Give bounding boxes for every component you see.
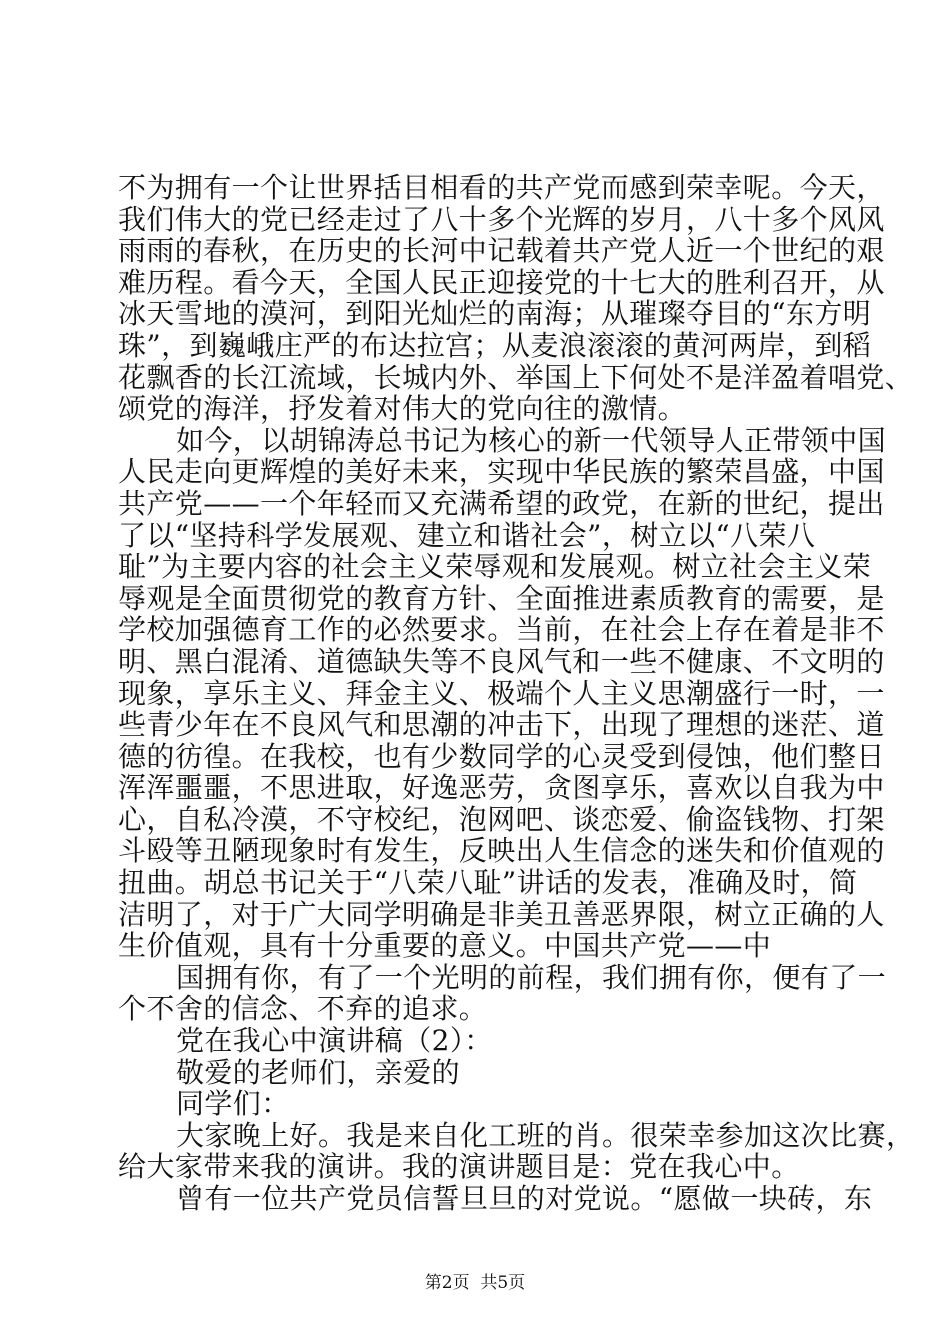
text-line: 共产党——一个年轻而又充满希望的政党，在新的世纪，提出	[118, 486, 885, 520]
text-line: 不为拥有一个让世界括目相看的共产党而感到荣幸呢。今天，	[118, 171, 885, 204]
text-line: 斗殴等丑陋现象时有发生，反映出人生信念的迷失和价值观的	[118, 834, 885, 868]
paragraph-start-line: 大家晚上好。我是来自化工班的肖。很荣幸参加这次比赛，	[176, 1118, 915, 1152]
text-line: 德的彷徨。在我校，也有少数同学的心灵受到侵蚀，他们整日	[118, 739, 885, 773]
text-line: 了以“坚持科学发展观、建立和谐社会”，树立以“八荣八	[118, 518, 816, 552]
text-line: 耻”为主要内容的社会主义荣辱观和发展观。树立社会主义荣	[118, 550, 872, 584]
page-number-footer: 第2页 共5页	[424, 1273, 526, 1293]
text-line: 颂党的海洋，抒发着对伟大的党向往的激情。	[118, 392, 687, 426]
text-line: 扭曲。胡总书记关于“八荣八耻”讲话的发表，准确及时，简	[118, 866, 858, 900]
text-line: 浑浑噩噩，不思进取，好逸恶劳，贪图享乐，喜欢以自我为中	[118, 771, 885, 805]
text-line: 人民走向更辉煌的美好未来，实现中华民族的繁荣昌盛，中国	[118, 455, 885, 489]
text-line: 心，自私冷漠，不守校纪，泡网吧、谈恋爱、偷盗钱物、打架	[118, 802, 885, 836]
paragraph-start-line: 曾有一位共产党员信誓旦旦的对党说。“愿做一块砖，东	[176, 1182, 873, 1215]
text-line: 明、黑白混淆、道德缺失等不良风气和一些不健康、不文明的	[118, 644, 885, 678]
text-line: 冰天雪地的漠河，到阳光灿烂的南海；从璀璨夺目的“东方明	[118, 297, 872, 331]
text-line: 辱观是全面贯彻党的教育方针、全面推进素质教育的需要，是	[118, 581, 885, 615]
document-body	[118, 171, 915, 1215]
text-line: 难历程。看今天，全国人民正迎接党的十七大的胜利召开，从	[118, 265, 885, 299]
paragraph-start-line: 国拥有你，有了一个光明的前程，我们拥有你，便有了一	[176, 960, 887, 994]
text-line: 些青少年在不良风气和思潮的冲击下，出现了理想的迷茫、道	[118, 708, 885, 742]
paragraph-start-line: 如今，以胡锦涛总书记为核心的新一代领导人正带领中国	[176, 423, 887, 457]
text-line: 我们伟大的党已经走过了八十多个光辉的岁月，八十多个风风	[118, 202, 885, 236]
text-line: 花飘香的长江流域，长城内外、举国上下何处不是洋盈着唱党、	[118, 360, 914, 394]
salutation-line: 敬爱的老师们，亲爱的	[176, 1055, 461, 1089]
text-line: 雨雨的春秋，在历史的长河中记载着共产党人近一个世纪的艰	[118, 234, 885, 268]
section-heading: 党在我心中演讲稿（2）：	[176, 1024, 493, 1058]
text-line: 洁明了，对于广大同学明确是非美丑善恶界限，树立正确的人	[118, 897, 885, 931]
text-line: 给大家带来我的演讲。我的演讲题目是：党在我心中。	[118, 1150, 800, 1184]
text-line: 现象，享乐主义、拜金主义、极端个人主义思潮盛行一时，一	[118, 676, 885, 710]
text-line: 珠”，到巍峨庄严的布达拉宫；从麦浪滚滚的黄河两岸，到稻	[118, 328, 872, 362]
text-line: 学校加强德育工作的必然要求。当前，在社会上存在着是非不	[118, 613, 885, 647]
salutation-line: 同学们：	[176, 1087, 290, 1121]
text-line: 生价值观，具有十分重要的意义。中国共产党——中	[118, 929, 772, 963]
text-line: 个不舍的信念、不弃的追求。	[118, 992, 488, 1026]
